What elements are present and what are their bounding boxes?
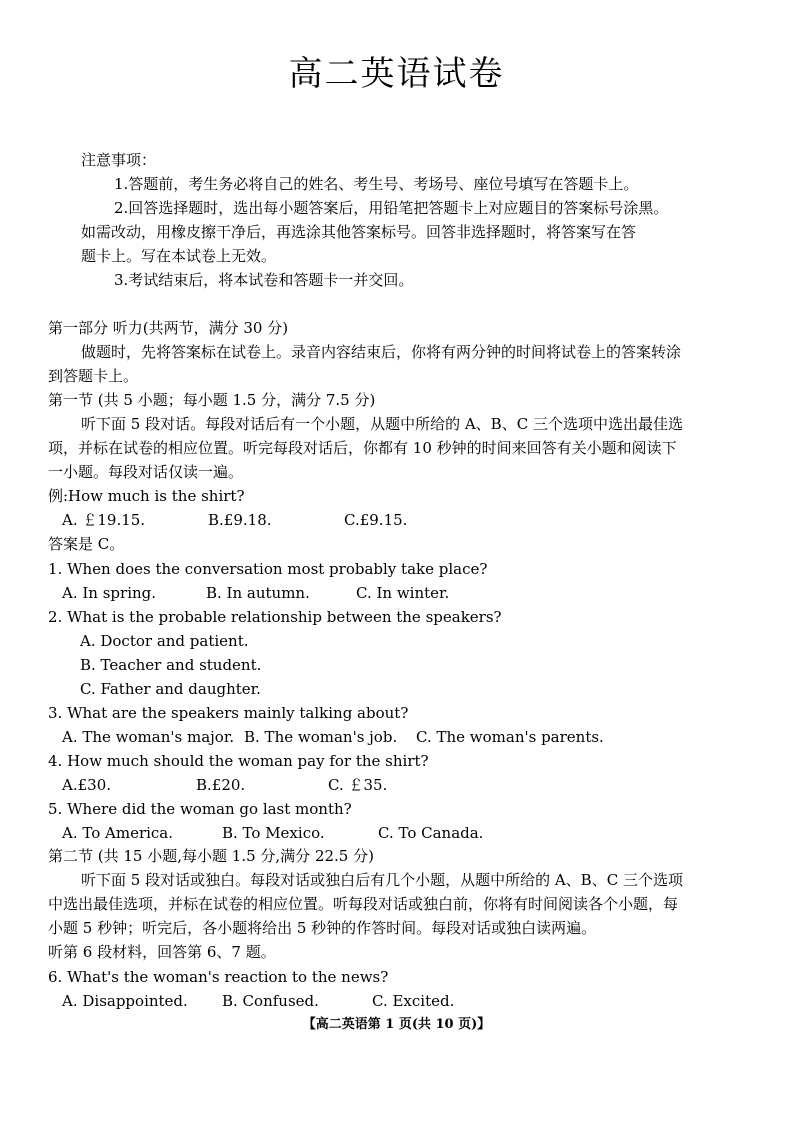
section2-intro-line-3: 小题 5 秒钟；听完后，各小题将给出 5 秒钟的作答时间。每段对话或独白读两遍。 [48,919,597,937]
section2-intro-line-2: 中选出最佳选项，并标在试卷的相应位置。听每段对话或独白前，你将有时间阅读各个小题，每 [48,895,679,913]
notice-item-3: 3.考试结束后，将本试卷和答题卡一并交回。 [114,271,414,289]
page-footer: 【高二英语第 1 页(共 10 页)】 [302,1017,491,1032]
question-4-option-c: C. ￡35. [328,776,388,794]
question-3: 3. What are the speakers mainly talking about? [48,704,409,722]
section1-intro-line-3: 一小题。每段对话仅读一遍。 [48,463,244,481]
notice-item-2-line-1: 2.回答选择题时，选出每小题答案后，用铅笔把答题卡上对应题目的答案标号涂黑。 [114,199,669,217]
notice-item-2-line-3: 题卡上。写在本试卷上无效。 [81,247,277,265]
page-title: 高二英语试卷 [288,54,505,94]
part1-intro-line-1: 做题时，先将答案标在试卷上。录音内容结束后，你将有两分钟的时间将试卷上的答案转涂 [81,343,682,361]
section2-material-6: 听第 6 段材料，回答第 6、7 题。 [48,943,276,961]
part1-intro-line-2: 到答题卡上。 [48,367,139,385]
question-1-option-a: A. In spring. [62,584,157,602]
question-2-option-c: C. Father and daughter. [80,680,261,698]
question-1-option-c: C. In winter. [356,584,450,602]
example-question: 例:How much is the shirt? [48,487,245,505]
section1-intro-line-1: 听下面 5 段对话。每段对话后有一个小题，从题中所给的 A、B、C 三个选项中选出最佳选 [81,415,683,433]
section2-intro-line-1: 听下面 5 段对话或独白。每段对话或独白后有几个小题，从题中所给的 A、B、C 三个选项 [81,871,683,889]
question-4: 4. How much should the woman pay for the shirt? [48,752,429,770]
notice-item-1: 1.答题前，考生务必将自己的姓名、考生号、考场号、座位号填写在答题卡上。 [114,175,639,193]
question-1-option-b: B. In autumn. [206,584,310,602]
question-6-option-c: C. Excited. [372,992,455,1010]
question-6: 6. What's the woman's reaction to the news? [48,968,389,986]
question-3-option-a: A. The woman's major. [62,728,235,746]
example-option-a: A. ￡19.15. [62,511,146,529]
question-5-option-a: A. To America. [62,824,174,842]
question-5-option-c: C. To Canada. [378,824,484,842]
question-3-option-b: B. The woman's job. [244,728,398,746]
question-4-option-b: B.£20. [196,776,246,794]
question-6-option-b: B. Confused. [222,992,319,1010]
question-2-option-b: B. Teacher and student. [80,656,262,674]
section2-heading: 第二节 (共 15 小题,每小题 1.5 分,满分 22.5 分) [48,847,374,865]
example-option-b: B.£9.18. [208,511,272,529]
section1-heading: 第一节 (共 5 小题；每小题 1.5 分，满分 7.5 分) [48,391,376,409]
notice-item-2-line-2: 如需改动，用橡皮擦干净后，再选涂其他答案标号。回答非选择题时，将答案写在答 [81,223,637,241]
question-3-option-c: C. The woman's parents. [416,728,604,746]
example-answer: 答案是 C。 [48,535,125,553]
question-2-option-a: A. Doctor and patient. [80,632,249,650]
part1-heading: 第一部分 听力(共两节，满分 30 分) [48,319,289,337]
question-6-option-a: A. Disappointed. [62,992,188,1010]
question-1: 1. When does the conversation most probably take place? [48,560,488,578]
question-5: 5. Where did the woman go last month? [48,800,352,818]
example-option-c: C.£9.15. [344,511,408,529]
section1-intro-line-2: 项，并标在试卷的相应位置。听完每段对话后，你都有 10 秒钟的时间来回答有关小题和阅读下 [48,439,677,457]
question-4-option-a: A.£30. [62,776,111,794]
notice-heading: 注意事项： [81,151,157,169]
question-2: 2. What is the probable relationship between the speakers? [48,608,502,626]
question-5-option-b: B. To Mexico. [222,824,325,842]
